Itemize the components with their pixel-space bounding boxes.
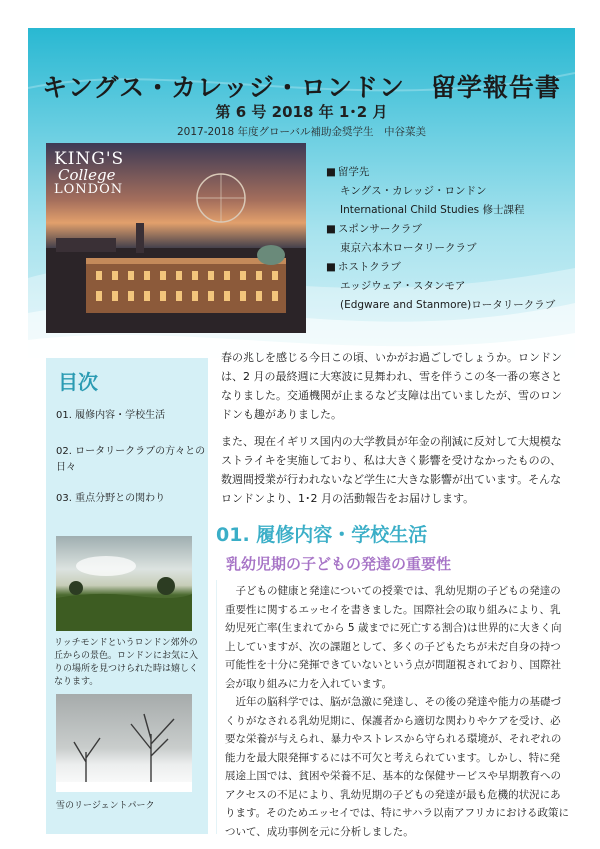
toc-item[interactable]: 01. 履修内容・学校生活 bbox=[56, 410, 166, 421]
section-body bbox=[216, 580, 576, 838]
issue-number: 第 6 号 2018 年 1･2 月 bbox=[215, 103, 388, 121]
report-page bbox=[28, 28, 575, 838]
intro-paragraph: また、現在イギリス国内の大学教員が年金の削減に反対して大規模なストライキを実施しており、私は大きく影響を受けなかったものの、数週間授業が行われないなど学生に大きな影響が出ています。そんなロンドンより、1･2 月の活動報告をお届けします。 bbox=[221, 435, 562, 505]
richmond-hill-photo bbox=[56, 536, 192, 631]
section-title: 01. 履修内容・学校生活 bbox=[216, 524, 428, 546]
subsection-title: 乳幼児期の子どもの発達の重要性 bbox=[226, 555, 452, 573]
report-title: キングス・カレッジ・ロンドン 留学報告書 bbox=[42, 73, 561, 102]
section-body-text bbox=[225, 582, 570, 841]
regents-park-snow-photo bbox=[56, 694, 192, 792]
info-head-destination: ■ 留学先 bbox=[326, 163, 566, 182]
header-band bbox=[28, 28, 575, 358]
author-line: 2017-2018 年度グローバル補助金奨学生 中谷菜美 bbox=[176, 126, 427, 138]
study-info bbox=[326, 163, 566, 315]
toc-title: 目次 bbox=[58, 370, 98, 394]
info-value: エッジウェア・スタンモア bbox=[340, 280, 466, 292]
info-value: キングス・カレッジ・ロンドン bbox=[340, 185, 487, 197]
info-head-sponsor: ■ スポンサークラブ bbox=[326, 220, 566, 239]
toc-list bbox=[56, 408, 206, 527]
snow-park-illustration bbox=[56, 694, 192, 792]
hill-illustration bbox=[56, 536, 192, 631]
park-photo-caption: 雪のリージェントパーク bbox=[56, 801, 155, 811]
toc-item[interactable]: 03. 重点分野との関わり bbox=[56, 493, 166, 504]
info-value: 東京六本木ロータリークラブ bbox=[340, 242, 477, 254]
kings-college-logo: KING'S College LONDON bbox=[54, 149, 125, 197]
london-night-photo bbox=[46, 143, 306, 333]
body-paragraph: 近年の脳科学では、脳が急激に発達し、その後の発達や能力の基礎づくりがなされる乳幼児期に、保護者から適切な関わりやケアを受け、必要な栄養が与えられ、暴力やストレスから守られる環境が、それぞれの能力を最大限発揮するには不可欠と考えられています。しかし、特に発展途上国では、貧困や栄養不足、基本的な保健サービスや早期教育へのアクセスの不足により、乳幼児期の子どもの発達が最も危機的状況にあります。そのためエッセイでは、特にサハラ以南アフリカにおける政策について、成功事例を元に分析しました。 bbox=[225, 696, 569, 838]
info-value: (Edgware and Stanmore)ロータリークラブ bbox=[340, 299, 556, 311]
info-head-host: ■ ホストクラブ bbox=[326, 258, 566, 277]
hill-photo-caption: リッチモンドというロンドン郊外の丘からの景色。ロンドンにお気に入りの場所を見つけられた時は嬉しくなります。 bbox=[54, 638, 199, 687]
toc-item[interactable]: 02. ロータリークラブの方々との日々 bbox=[56, 446, 206, 473]
intro-paragraph: 春の兆しを感じる今日この頃、いかがお過ごしでしょうか。ロンドンは、2 月の最終週に大寒波に見舞われ、雪を伴うこの冬一番の寒さとなりました。交通機関が止まるなど支障は出ていましたが、雪のロンドンも趣がありました。 bbox=[221, 351, 563, 421]
sidebar-toc bbox=[46, 358, 208, 834]
body-paragraph: 子どもの健康と発達についての授業では、乳幼児期の子どもの発達の重要性に関するエッセイを書きました。国際社会の取り組みにより、乳幼児死亡率(生まれてから 5 歳までに死亡する割合)は世界的に大きく向上していますが、次の課題として、多くの子どもたちが未だ自身の持つ可能性を十分に発揮できていないという点が問題視されており、国際社会が取り組みに力を入れています。 bbox=[225, 585, 562, 690]
intro-text bbox=[221, 348, 569, 516]
info-value: International Child Studies 修士課程 bbox=[340, 204, 525, 216]
